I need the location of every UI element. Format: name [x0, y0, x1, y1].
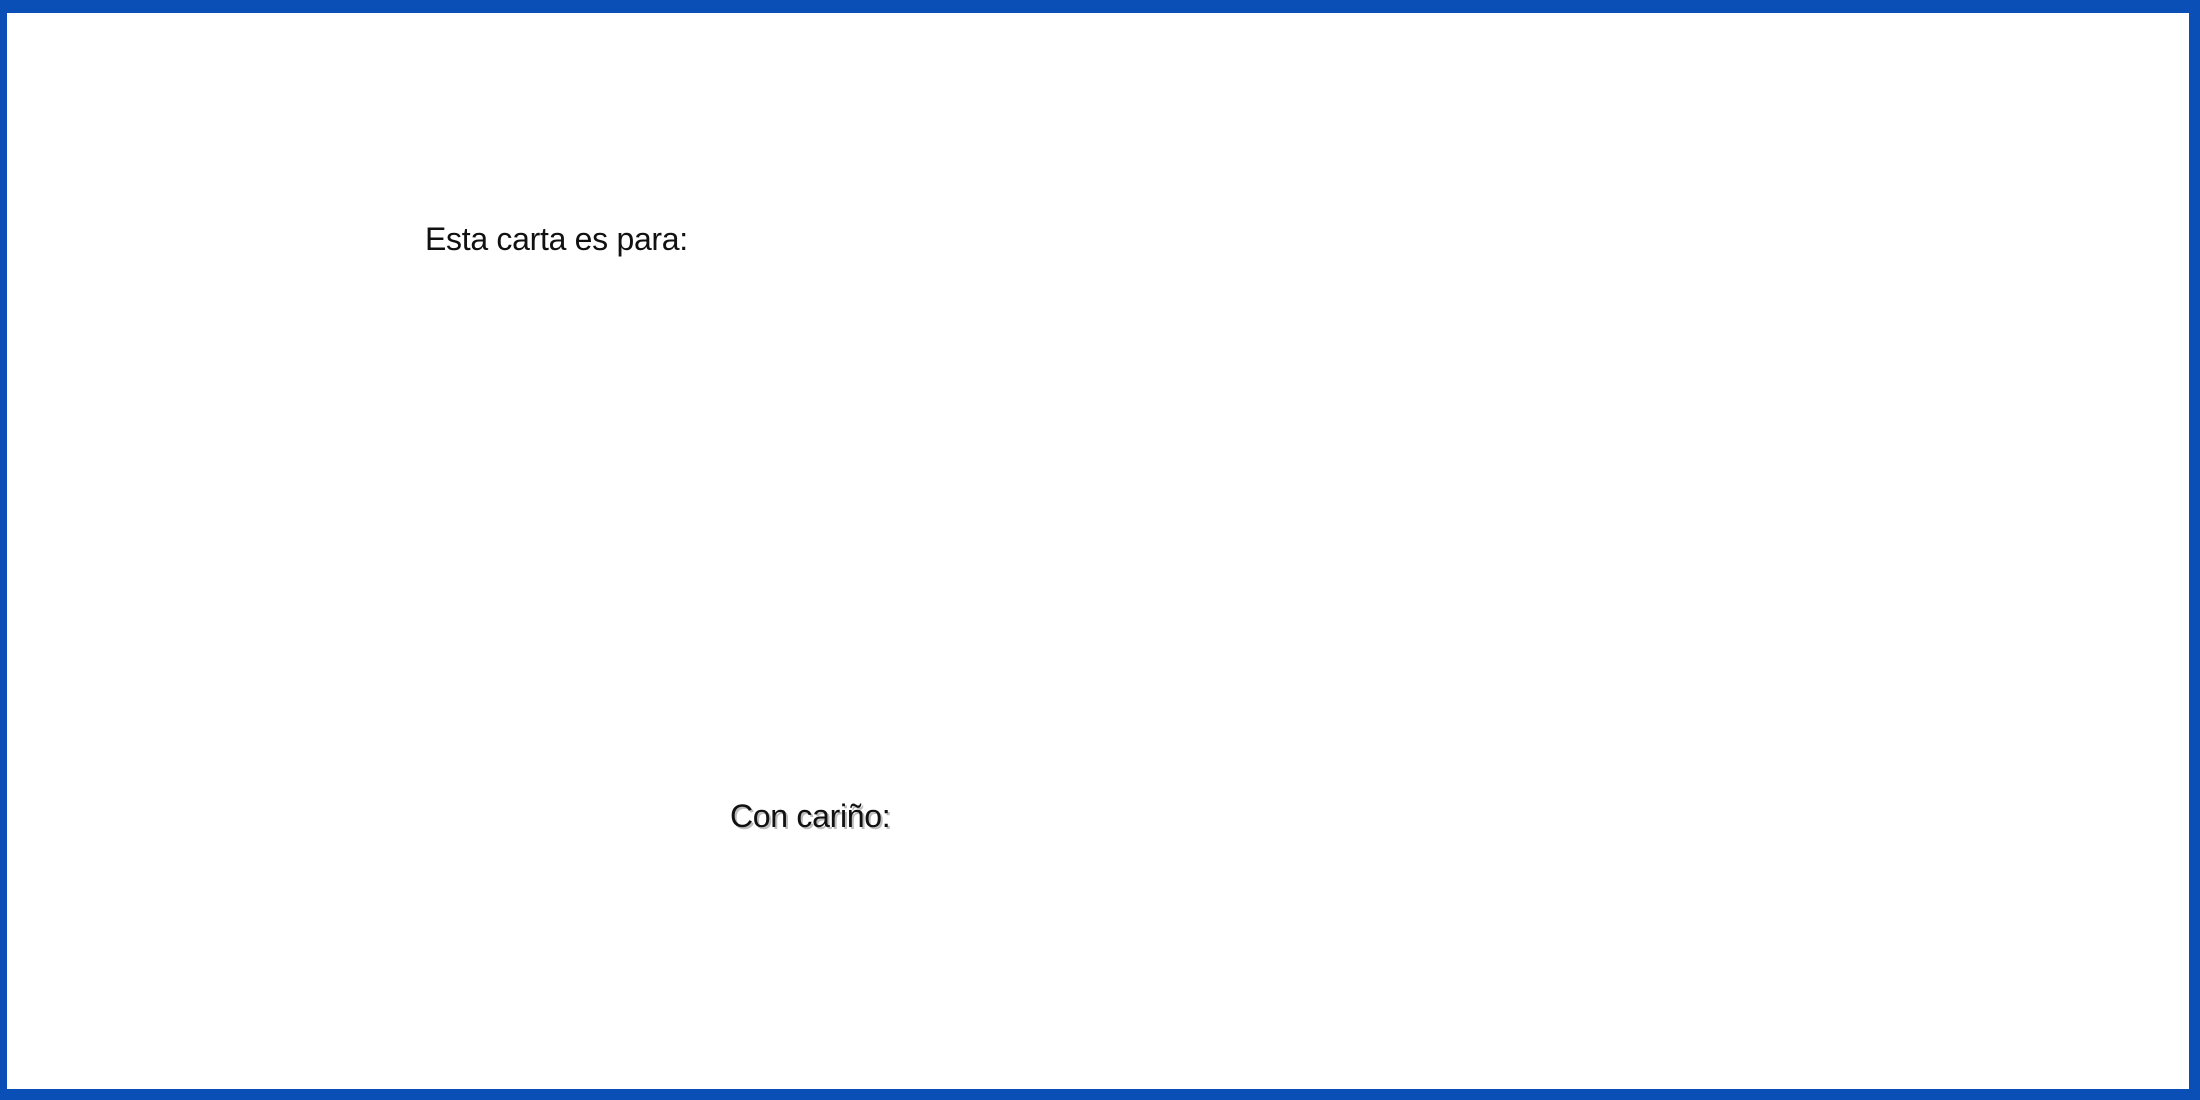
recipient-label: Esta carta es para:: [425, 221, 688, 257]
sender-label: Con cariño:: [730, 798, 891, 834]
